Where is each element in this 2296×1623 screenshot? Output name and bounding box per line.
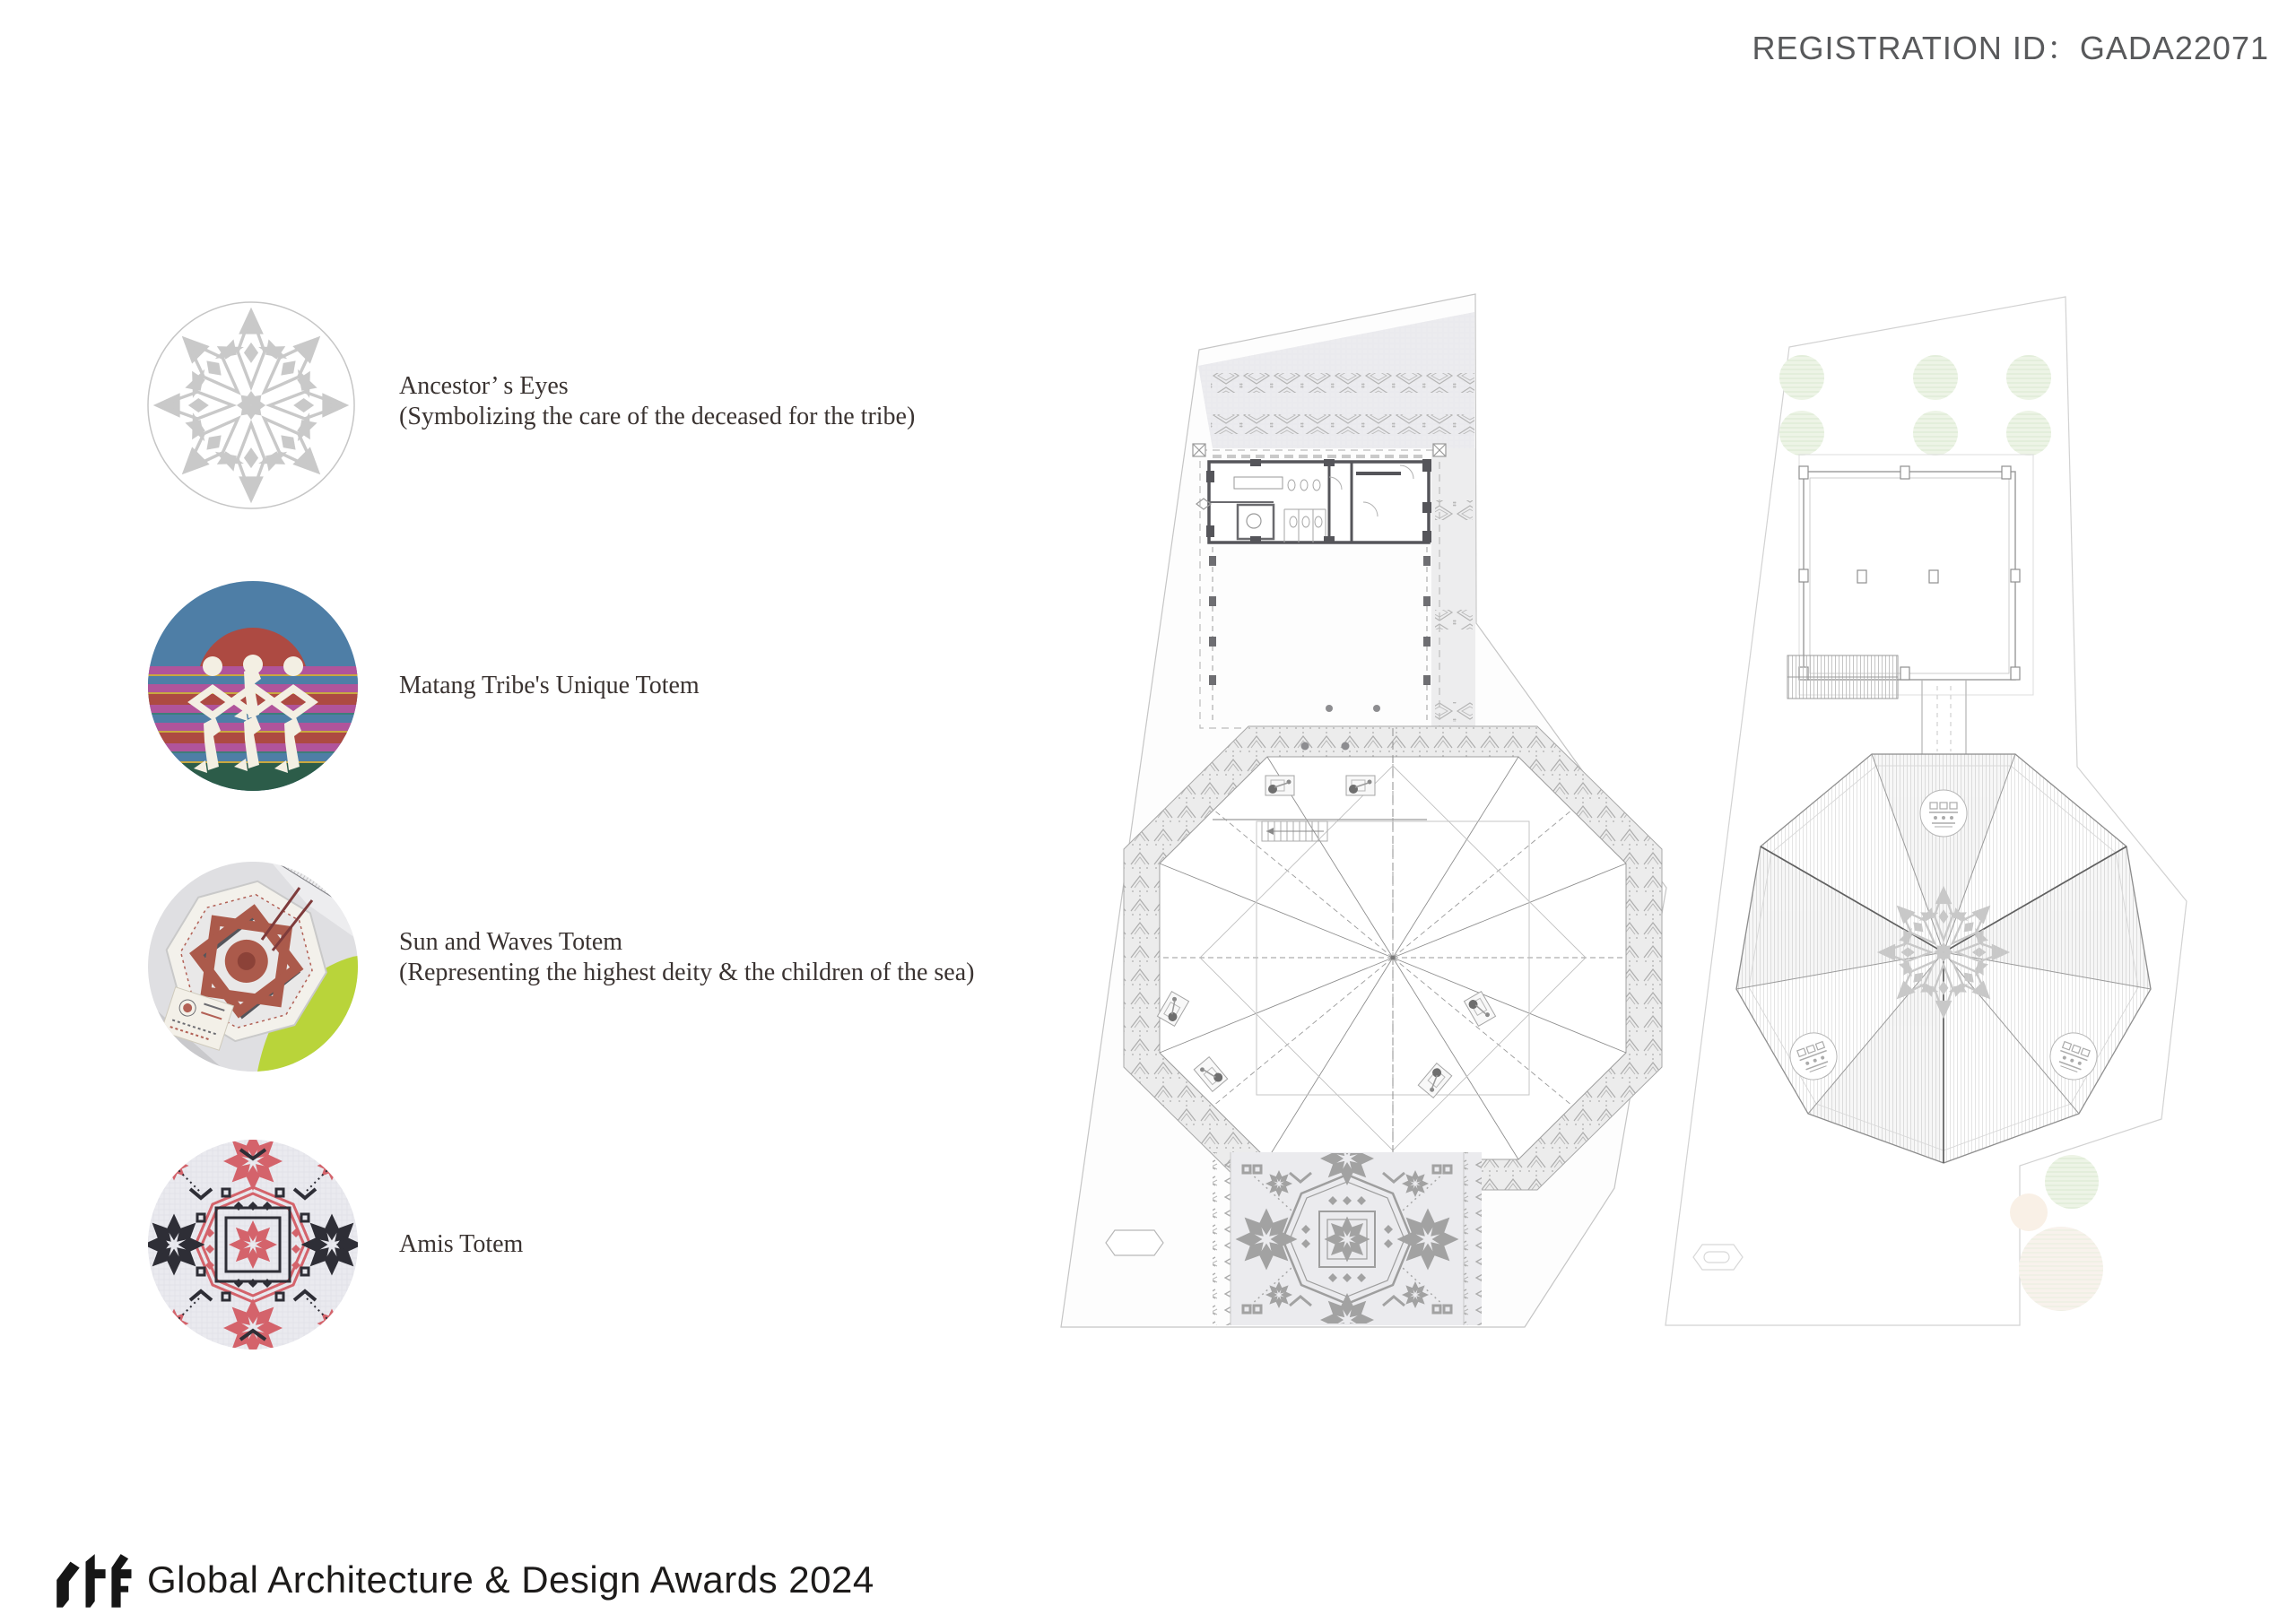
ancestors-eyes-totem-icon [146, 300, 356, 510]
legend-title: Matang Tribe's Unique Totem [399, 672, 700, 699]
roof-plan-drawing [1655, 287, 2204, 1336]
building-plan [1196, 456, 1431, 543]
legend-item-amis [399, 1229, 523, 1260]
legend-item-sun-waves [399, 927, 974, 988]
ground-floor-plan-drawing [1058, 287, 1677, 1341]
legend-item-matang [399, 671, 700, 701]
legend-title: Amis Totem [399, 1230, 524, 1258]
legend-subtitle: (Symbolizing the care of the deceased for the tribe) [399, 403, 916, 430]
octagon-plaza [1124, 726, 1662, 1190]
totem-plaza [1213, 1132, 1482, 1341]
amis-totem-icon [148, 1140, 358, 1350]
site-marker-hexagon [1693, 1245, 1743, 1270]
matang-dancers [194, 655, 312, 773]
registration-id: REGISTRATION ID：GADA22071 [1752, 30, 2269, 66]
trees-bottom [2010, 1155, 2103, 1311]
building-roof [1787, 466, 2020, 699]
site-marker-hexagon [1106, 1230, 1163, 1255]
legend-subtitle: (Representing the highest deity & the children of the sea) [399, 959, 975, 986]
sun-waves-totem-icon [148, 862, 358, 1072]
matang-totem-icon [148, 581, 358, 791]
rtf-logo-icon [50, 1549, 136, 1610]
awards-title: Global Architecture & Design Awards 2024 [147, 1558, 874, 1601]
legend-title: Ancestor’ s Eyes [399, 372, 569, 400]
legend-item-ancestors-eyes [399, 371, 915, 432]
footer [50, 1549, 874, 1610]
legend-title: Sun and Waves Totem [399, 928, 623, 956]
